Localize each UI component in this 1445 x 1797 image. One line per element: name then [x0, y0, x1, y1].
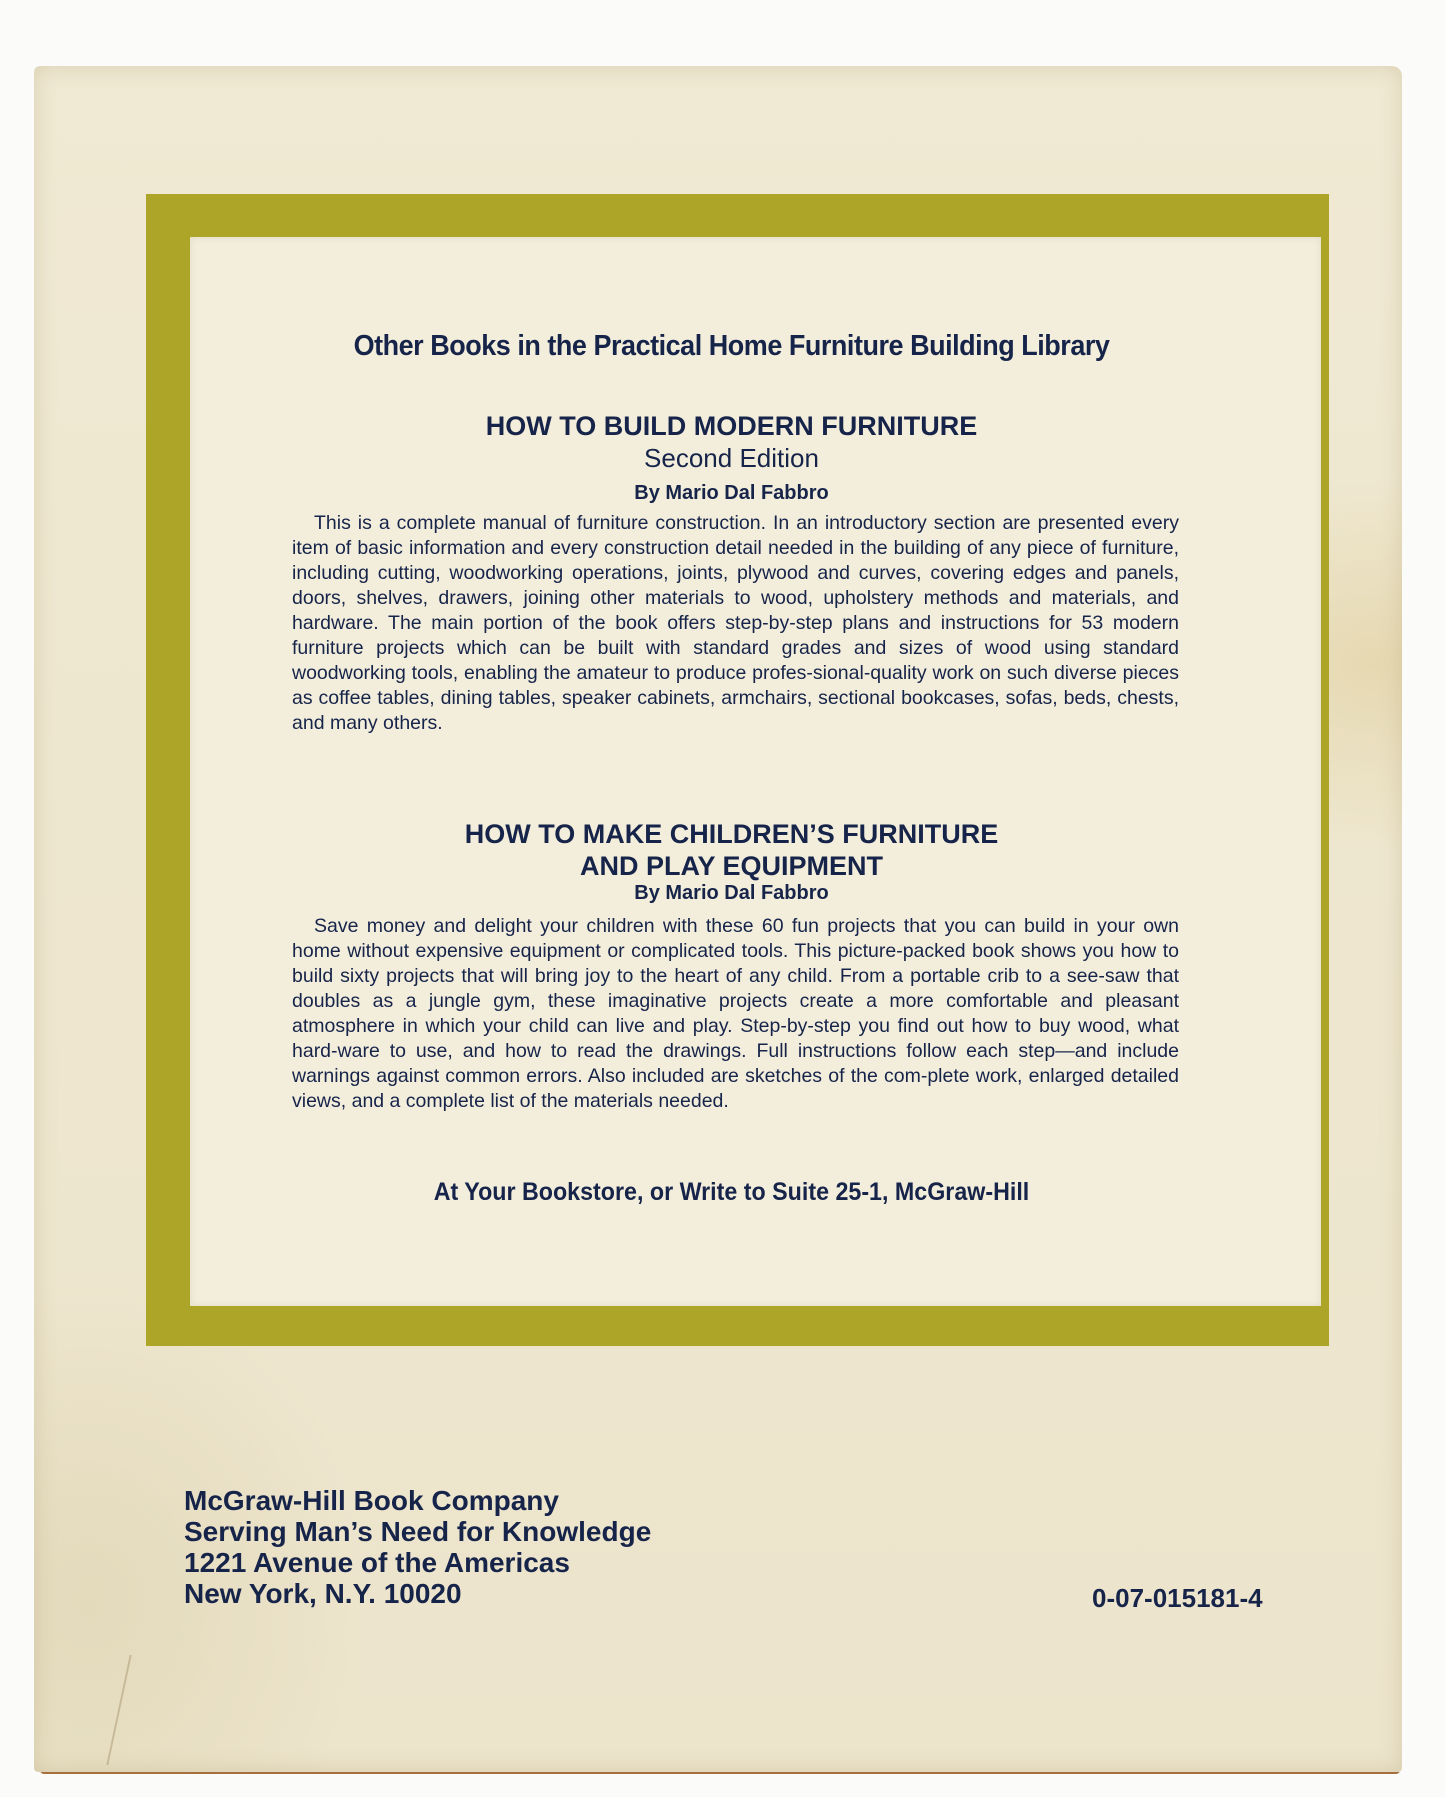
- book-2-byline: By Mario Dal Fabbro: [634, 882, 829, 904]
- book-2-title-line-1: HOW TO MAKE CHILDREN’S FURNITURE: [464, 819, 999, 849]
- publisher-line-4: New York, N.Y. 10020: [184, 1578, 462, 1609]
- isbn: 0-07-015181-4: [1092, 1583, 1263, 1613]
- book-2-description: Save money and delight your children with these 60 fun projects that you can build in your own home without expensive equipment or complicated tools. This picture-packed book shows you how to build sixty projects that will bring joy to the heart of any child. From a portable crib to a see-saw that doubles as a jungle gym, these imaginative projects create a more comfortable and pleasant atmosphere in which your child can live and play. Step-by-step you find out how to buy wood, what hard-ware to use, and how to read the drawings. Full instructions follow each step—and include warnings against common errors. Also included are sketches of the com-plete work, enlarged detailed views, and a complete list of the materials needed.: [292, 915, 1179, 1112]
- book-1-edition: Second Edition: [644, 443, 819, 473]
- publisher-line-1: McGraw-Hill Book Company: [184, 1485, 559, 1516]
- publisher-line-2: Serving Man’s Need for Knowledge: [184, 1516, 652, 1547]
- book-2-title-line-2: AND PLAY EQUIPMENT: [579, 851, 884, 881]
- series-heading: Other Books in the Practical Home Furniture Building Library: [353, 330, 1110, 362]
- publisher-address: [184, 1485, 651, 1609]
- book-1-description: This is a complete manual of furniture construction. In an introductory section are presented every item of basic information and every construction detail needed in the building of any piece of furniture, including cutting, woodworking operations, joints, plywood and curves, covering edges and panels, doors, shelves, drawers, joining other materials to wood, upholstery methods and materials, and hardware. The main portion of the book offers step-by-step plans and instructions for 53 modern furniture projects which can be built with standard grades and sizes of wood using standard woodworking tools, enabling the amateur to produce profes-sional-quality work on such diverse pieces as coffee tables, dining tables, speaker cabinets, armchairs, sectional bookcases, sofas, beds, chests, and many others.: [292, 512, 1179, 734]
- publisher-line-3: 1221 Avenue of the Americas: [184, 1547, 570, 1578]
- order-line: At Your Bookstore, or Write to Suite 25-1, McGraw-Hill: [433, 1178, 1030, 1206]
- book-1-byline: By Mario Dal Fabbro: [634, 482, 829, 504]
- text-panel: [190, 237, 1321, 1306]
- book-1-title: HOW TO BUILD MODERN FURNITURE: [485, 411, 978, 441]
